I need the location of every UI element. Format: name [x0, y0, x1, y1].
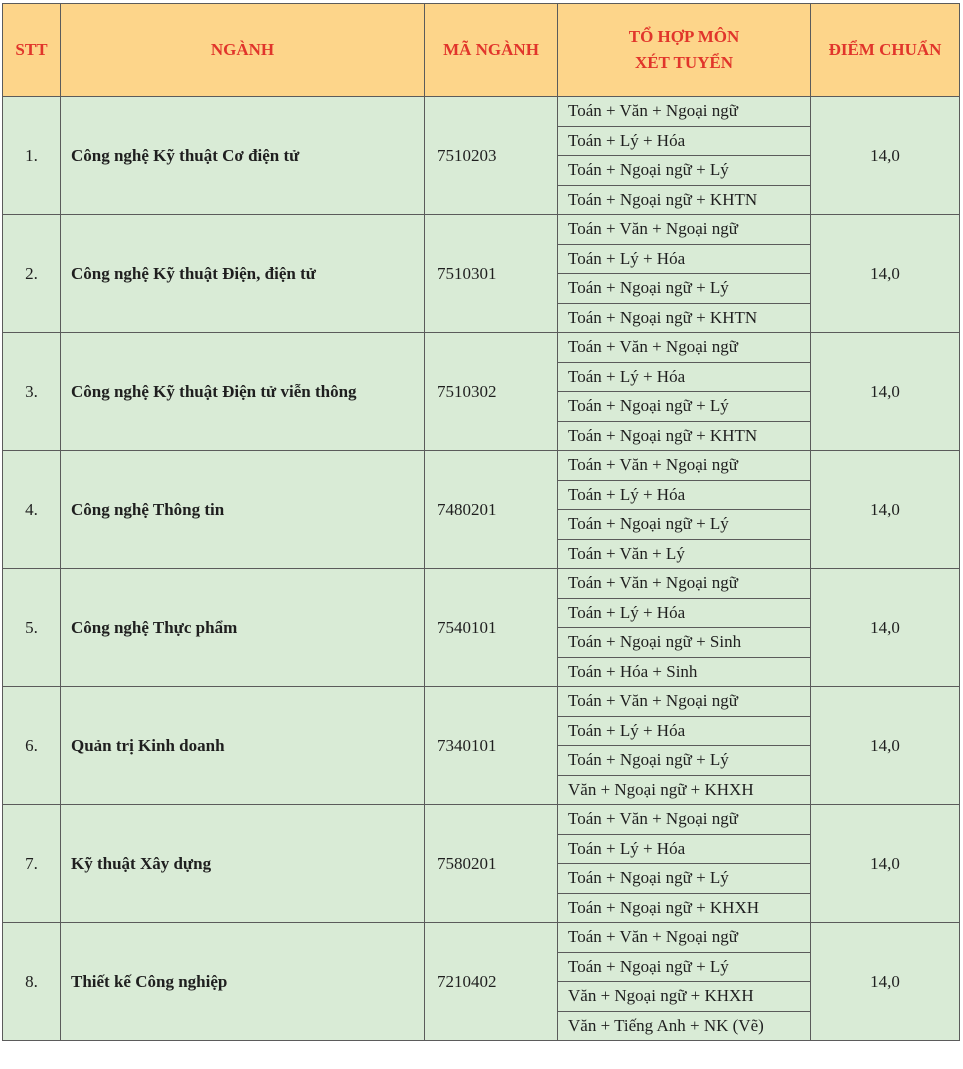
combo-item: Toán + Lý + Hóa — [558, 599, 810, 629]
row-score: 14,0 — [811, 451, 960, 569]
combo-item: Toán + Lý + Hóa — [558, 363, 810, 393]
row-stt: 6. — [3, 687, 61, 805]
combo-list — [558, 333, 810, 450]
row-combos — [558, 805, 811, 923]
combo-item: Toán + Văn + Lý — [568, 543, 685, 563]
row-code: 7480201 — [425, 451, 558, 569]
row-major: Công nghệ Kỹ thuật Cơ điện tử — [61, 97, 425, 215]
combo-item: Toán + Lý + Hóa — [558, 835, 810, 865]
table-row — [3, 451, 960, 569]
row-combos — [558, 97, 811, 215]
row-major: Thiết kế Công nghiệp — [61, 923, 425, 1041]
combo-item: Toán + Lý + Hóa — [558, 127, 810, 157]
row-stt: 7. — [3, 805, 61, 923]
table-row — [3, 687, 960, 805]
combo-item: Văn + Tiếng Anh + NK (Vẽ) — [568, 1015, 764, 1035]
table-row — [3, 569, 960, 687]
row-combos — [558, 451, 811, 569]
table-row — [3, 215, 960, 333]
row-code: 7510203 — [425, 97, 558, 215]
row-major: Kỹ thuật Xây dựng — [61, 805, 425, 923]
combo-item: Toán + Lý + Hóa — [558, 245, 810, 275]
table-row — [3, 333, 960, 451]
row-score: 14,0 — [811, 333, 960, 451]
combo-item: Toán + Ngoại ngữ + Lý — [558, 392, 810, 422]
combo-list — [558, 451, 810, 568]
combo-item: Toán + Văn + Ngoại ngữ — [558, 687, 810, 717]
combo-item: Toán + Ngoại ngữ + KHTN — [568, 307, 758, 327]
combo-item: Toán + Lý + Hóa — [558, 481, 810, 511]
combo-item: Toán + Văn + Ngoại ngữ — [558, 569, 810, 599]
table-header — [3, 4, 960, 97]
header-row — [3, 4, 960, 97]
table-body — [3, 97, 960, 1041]
row-score: 14,0 — [811, 97, 960, 215]
header-stt: STT — [3, 4, 61, 97]
combo-item: Toán + Ngoại ngữ + Lý — [558, 156, 810, 186]
row-major: Công nghệ Thực phẩm — [61, 569, 425, 687]
combo-item: Toán + Văn + Ngoại ngữ — [558, 215, 810, 245]
row-combos — [558, 333, 811, 451]
combo-item: Toán + Văn + Ngoại ngữ — [558, 451, 810, 481]
row-major: Công nghệ Kỹ thuật Điện tử viễn thông — [61, 333, 425, 451]
row-score: 14,0 — [811, 687, 960, 805]
row-stt: 1. — [3, 97, 61, 215]
combo-item: Toán + Ngoại ngữ + Lý — [558, 953, 810, 983]
row-combos — [558, 569, 811, 687]
row-score: 14,0 — [811, 215, 960, 333]
row-combos — [558, 923, 811, 1041]
row-combos — [558, 215, 811, 333]
combo-item: Toán + Ngoại ngữ + Lý — [558, 510, 810, 540]
combo-item: Toán + Ngoại ngữ + KHTN — [568, 189, 758, 209]
combo-list — [558, 805, 810, 922]
header-combo — [558, 4, 811, 97]
combo-item: Toán + Ngoại ngữ + KHTN — [568, 425, 758, 445]
combo-item: Toán + Văn + Ngoại ngữ — [558, 333, 810, 363]
row-stt: 5. — [3, 569, 61, 687]
combo-list — [558, 923, 810, 1040]
combo-item: Toán + Ngoại ngữ + Lý — [558, 274, 810, 304]
row-code: 7580201 — [425, 805, 558, 923]
combo-list — [558, 687, 810, 804]
combo-item: Toán + Ngoại ngữ + Lý — [558, 864, 810, 894]
combo-list — [558, 97, 810, 214]
combo-list — [558, 569, 810, 686]
row-stt: 4. — [3, 451, 61, 569]
row-major: Công nghệ Thông tin — [61, 451, 425, 569]
row-code: 7340101 — [425, 687, 558, 805]
combo-item: Toán + Lý + Hóa — [558, 717, 810, 747]
row-code: 7510302 — [425, 333, 558, 451]
combo-item: Văn + Ngoại ngữ + KHXH — [568, 779, 754, 799]
row-stt: 8. — [3, 923, 61, 1041]
combo-item: Toán + Hóa + Sinh — [568, 661, 698, 681]
row-code: 7210402 — [425, 923, 558, 1041]
combo-item: Toán + Ngoại ngữ + KHXH — [568, 897, 760, 917]
combo-item: Toán + Văn + Ngoại ngữ — [558, 923, 810, 953]
row-code: 7510301 — [425, 215, 558, 333]
row-stt: 3. — [3, 333, 61, 451]
row-major: Quản trị Kinh doanh — [61, 687, 425, 805]
row-major: Công nghệ Kỹ thuật Điện, điện tử — [61, 215, 425, 333]
combo-item: Toán + Ngoại ngữ + Sinh — [558, 628, 810, 658]
header-major: NGÀNH — [61, 4, 425, 97]
header-score: ĐIỂM CHUẨN — [811, 4, 960, 97]
row-score: 14,0 — [811, 569, 960, 687]
combo-item: Văn + Ngoại ngữ + KHXH — [558, 982, 810, 1012]
table-row — [3, 97, 960, 215]
combo-item: Toán + Văn + Ngoại ngữ — [558, 97, 810, 127]
combo-item: Toán + Ngoại ngữ + Lý — [558, 746, 810, 776]
row-score: 14,0 — [811, 923, 960, 1041]
row-stt: 2. — [3, 215, 61, 333]
table-row — [3, 923, 960, 1041]
header-combo-line2: XÉT TUYỂN — [634, 53, 734, 72]
row-score: 14,0 — [811, 805, 960, 923]
header-code: MÃ NGÀNH — [425, 4, 558, 97]
combo-list — [558, 215, 810, 332]
admission-score-table — [2, 3, 960, 1041]
combo-item: Toán + Văn + Ngoại ngữ — [558, 805, 810, 835]
row-code: 7540101 — [425, 569, 558, 687]
row-combos — [558, 687, 811, 805]
header-combo-line1: TỔ HỢP MÔN — [628, 27, 740, 46]
table-row — [3, 805, 960, 923]
